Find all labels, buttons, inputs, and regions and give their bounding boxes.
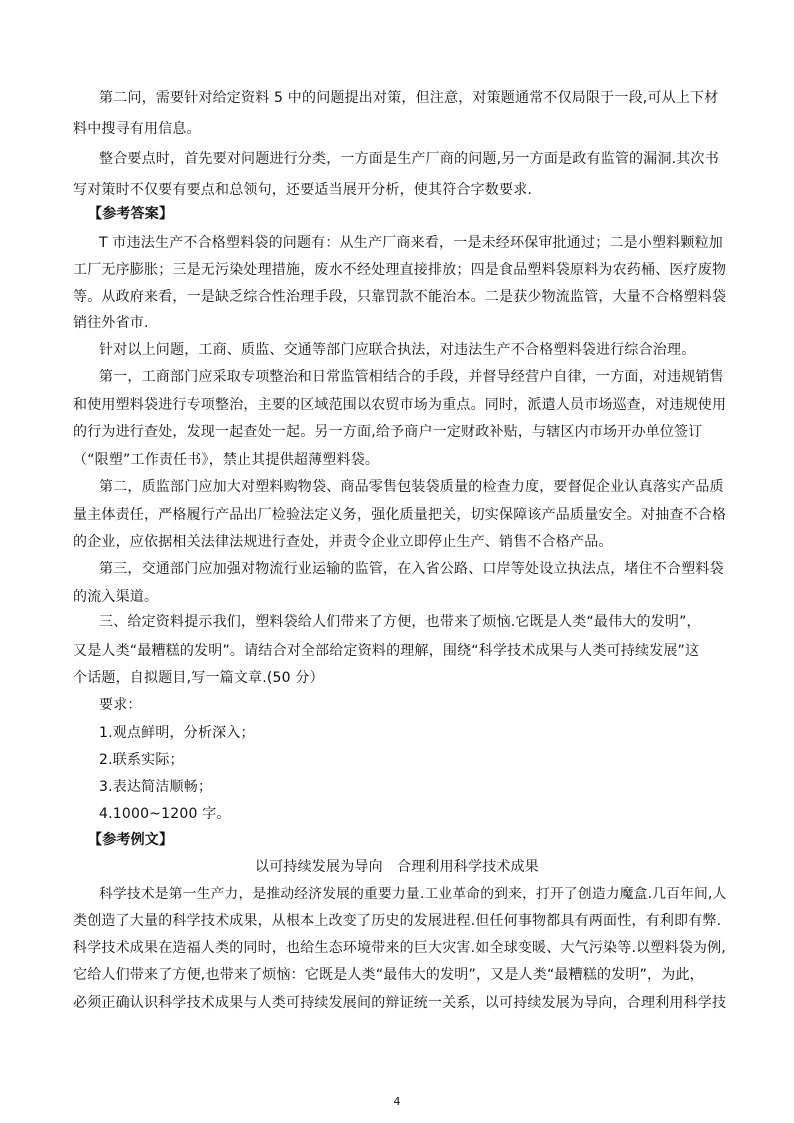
paragraph-line: 第三，交通部门应加强对物流行业运输的监管，在入省公路、口岸等处设立执法点，堵住不合塑料袋 [99,561,724,577]
section-heading: 【参考例文】 [88,832,174,848]
paragraph-line: 第二，质监部门应加大对塑料购物袋、商品零售包装袋质量的检查力度，要督促企业认真落实产品质 [99,479,724,495]
page-number: 4 [393,1095,401,1108]
paragraph-line: 的企业，应依据相关法律法规进行查处，并责令企业立即停止生产、销售不合格产品。 [73,534,613,550]
paragraph-line: 的行为进行查处，发现一起查处一起。另一方面,给予商户一定财政补贴，与辖区内市场开办单位签订 [73,424,703,440]
paragraph-line: 料中搜寻有用信息。 [73,121,201,137]
paragraph-line: 写对策时不仅要有要点和总领句，还要适当展开分析，使其符合字数要求. [73,182,533,198]
paragraph-line: 工厂无序膨胀；三是无污染处理措施，废水不经处理直接排放；四是食品塑料袋原料为农药桶、医疗废物 [73,262,727,278]
paragraph-line: 第一，工商部门应采取专项整治和日常监管相结合的手段，并督导经营户自律，一方面，对违规销售 [99,369,724,385]
paragraph-line: 针对以上问题，工商、质监、交通等部门应联合执法，对违法生产不合格塑料袋进行综合治理。 [99,342,696,358]
question-line: 三、给定资料提示我们，塑料袋给人们带来了方便，也带来了烦恼.它既是人类“最伟大的发明”， [99,614,701,630]
paragraph-line: 它给人们带来了方便,也带来了烦恼：它既是人类“最伟大的发明”，又是人类“最糟糕的发明”，为此， [73,967,704,983]
paragraph-line: T 市违法生产不合格塑料袋的问题有：从生产厂商来看，一是未经环保审批通过；二是小塑料颗粒加 [99,235,723,251]
requirement-item: 1.观点鲜明，分析深入； [99,725,255,741]
paragraph-line: （“限塑”工作责任书》，禁止其提供超薄塑料袋。 [73,452,380,468]
paragraph-line: 科学技术是第一生产力，是推动经济发展的重要力量.工业革命的到来，打开了创造力魔盒.几百年间,人 [99,886,727,902]
paragraph-line: 销往外省市. [73,315,149,331]
paragraph-line: 和使用塑料袋进行专项整治，主要的区域范围以农贸市场为重点。同时，派遣人员市场巡查，对违规使用 [73,397,727,413]
essay-title: 以可持续发展为导向 合理利用科学技术成果 [255,859,539,875]
paragraph-line: 量主体责任，严格履行产品出厂检验法定义务，强化质量把关，切实保障该产品质量安全。对抽查不合格 [73,507,727,523]
paragraph-line: 第二问，需要针对给定资料 5 中的问题提出对策，但注意，对策题通常不仅局限于一段,可从上下材 [99,90,719,106]
question-line: 个话题，自拟题目,写一篇文章.(50 分） [73,670,324,686]
requirements-label: 要求： [99,697,142,713]
paragraph-line: 等。从政府来看，一是缺乏综合性治理手段，只靠罚款不能治本。二是获少物流监管，大量不合格塑料袋 [73,289,727,305]
section-heading: 【参考答案】 [88,206,174,222]
paragraph-line: 科学技术成果在造福人类的同时，也给生态环境带来的巨大灾害.如全球变暖、大气污染等.以塑料袋为例, [73,940,726,956]
paragraph-line: 整合要点时，首先要对问题进行分类，一方面是生产厂商的问题,另一方面是政有监管的漏洞.其次书 [99,151,719,167]
paragraph-line: 必须正确认识科学技术成果与人类可持续发展间的辩证统一关系，以可持续发展为导向，合理利用科学技 [73,995,727,1011]
paragraph-line: 的流入渠道。 [73,589,159,605]
question-line: 又是人类“最糟糕的发明”。请结合对全部给定资料的理解，围绕“科学技术成果与人类可持续发展”这 [73,643,700,659]
paragraph-line: 类创造了大量的科学技术成果，从根本上改变了历史的发展进程.但任何事物都具有两面性，有利即有弊. [73,913,722,929]
requirement-item: 2.联系实际； [99,752,184,768]
requirement-item: 3.表达简洁顺畅； [99,779,213,795]
requirement-item: 4.1000~1200 字。 [99,806,231,822]
